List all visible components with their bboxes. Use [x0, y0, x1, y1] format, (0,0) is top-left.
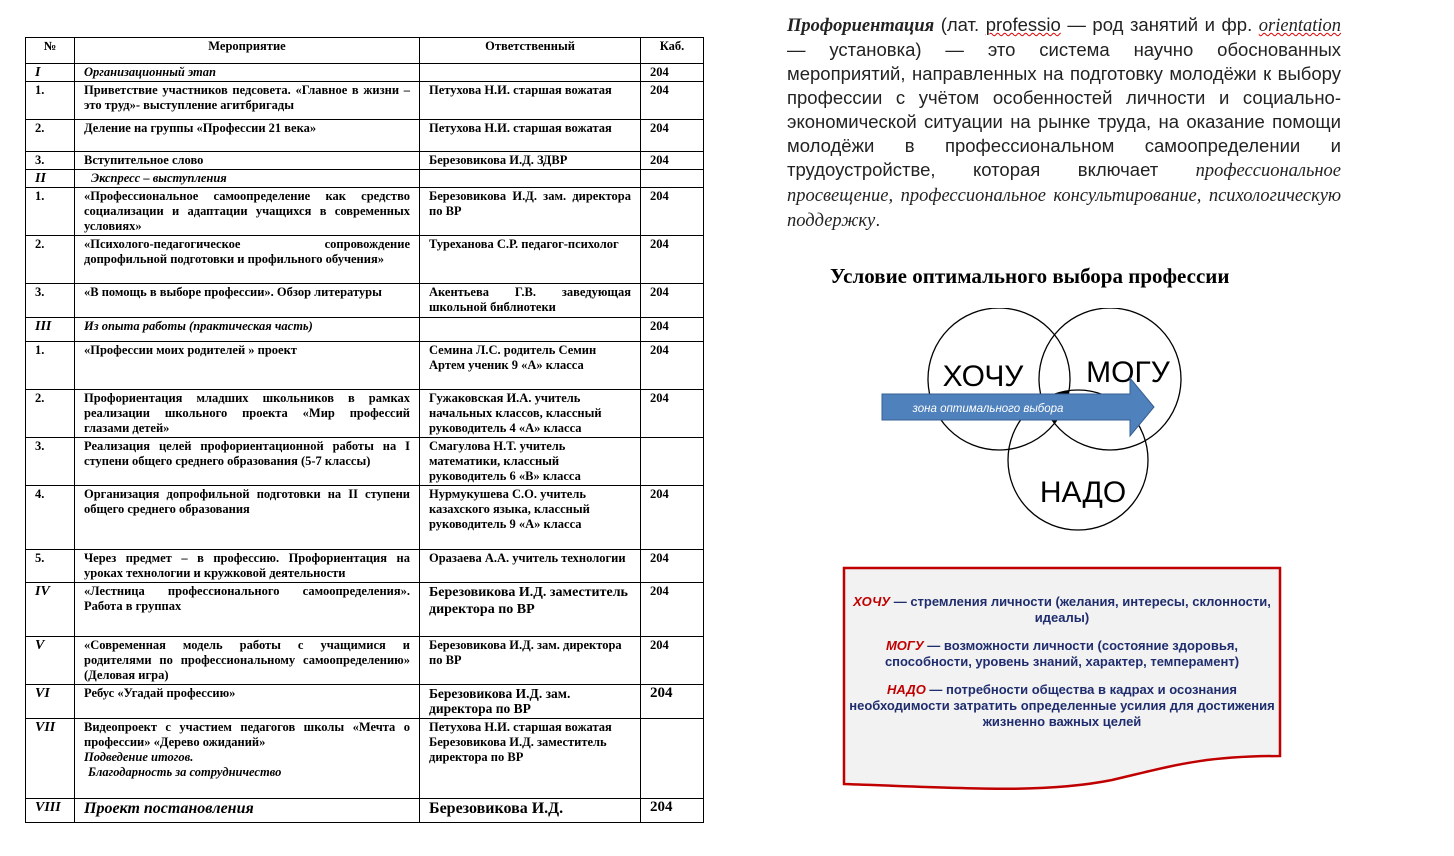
label-want: ХОЧУ	[942, 360, 1024, 393]
definition-term: Профориентация	[787, 16, 935, 36]
table-row	[26, 318, 704, 342]
table-row	[26, 390, 704, 438]
row-room: 204	[641, 637, 704, 685]
row-event-thanks: Благодарность за сотрудничество	[88, 765, 282, 779]
row-number: VII	[26, 719, 75, 799]
row-event: «Современная модель работы с учащимися и родителями по профессиональному самоопределению» (Деловая игра)	[75, 637, 420, 685]
row-responsible: Нурмукушева С.О. учитель казахского языка, классный руководитель 9 «А» класса	[420, 486, 641, 550]
table-row	[26, 284, 704, 318]
row-responsible: Петухова Н.И. старшая вожатая Березовикова И.Д. заместитель директора по ВР	[420, 719, 641, 799]
row-event: Вступительное слово	[75, 152, 420, 170]
table-row	[26, 342, 704, 390]
legend-key-want: ХОЧУ	[853, 594, 891, 609]
row-responsible: Туреханова С.Р. педагог-психолог	[420, 236, 641, 284]
row-number: 3.	[26, 438, 75, 486]
row-number: 4.	[26, 486, 75, 550]
row-event: Экспресс – выступления	[75, 170, 420, 188]
row-responsible: Березовикова И.Д.	[420, 799, 641, 823]
definition-part1: (лат.	[934, 14, 986, 35]
legend-desc-can: — возможности личности (состояние здоровья, способности, уровень знаний, характер, темперамент)	[884, 638, 1240, 669]
row-responsible	[420, 318, 641, 342]
venn-diagram	[878, 308, 1358, 568]
legend-key-must: НАДО	[887, 682, 926, 697]
header-number: №	[26, 38, 75, 64]
row-event: Проект постановления	[75, 799, 420, 823]
table-row	[26, 583, 704, 637]
row-event: Деление на группы «Профессии 21 века»	[75, 120, 420, 152]
row-room: 204	[641, 685, 704, 719]
legend-text	[842, 594, 1282, 742]
legend-desc-must: — потребности общества в кадрах и осознания необходимости затратить определенные усилия для достижения жизненно важных целей	[849, 682, 1275, 729]
condition-title: Условие оптимального выбора профессии	[830, 264, 1230, 288]
table-row	[26, 64, 704, 82]
row-event: Организация допрофильной подготовки на II ступени общего среднего образования	[75, 486, 420, 550]
table-row	[26, 486, 704, 550]
row-event: Видеопроект с участием педагогов школы «Мечта о профессии» «Дерево ожиданий»	[84, 720, 410, 749]
row-responsible: Березовикова И.Д. зам. директора по ВР	[420, 685, 641, 719]
row-number: 2.	[26, 236, 75, 284]
table-row	[26, 82, 704, 120]
legend-key-can: МОГУ	[885, 638, 924, 653]
definition-italic: профессиональное просвещение, профессиональное консультирование, психологическую поддержку	[787, 161, 1341, 231]
row-responsible: Березовикова И.Д. зам. директора по ВР	[420, 637, 641, 685]
row-number: 1.	[26, 342, 75, 390]
row-room	[641, 719, 704, 799]
table-header-row	[26, 38, 704, 64]
label-must: НАДО	[1039, 476, 1127, 509]
row-responsible: Петухова Н.И. старшая вожатая	[420, 82, 641, 120]
right-page	[738, 0, 1454, 856]
row-room: 204	[641, 236, 704, 284]
table-row	[26, 719, 704, 799]
row-number: V	[26, 637, 75, 685]
table-row	[26, 550, 704, 583]
row-responsible: Березовикова И.Д. зам. директора по ВР	[420, 188, 641, 236]
row-responsible: Смагулова Н.Т. учитель математики, классный руководитель 6 «В» класса	[420, 438, 641, 486]
legend-can	[842, 638, 1282, 670]
definition-part3: — установка) — это система научно обоснованных мероприятий, направленных на подготовку молодёжи к выбору профессии с учётом особенностей личности и социально-экономической ситуации на рынке труда, на оказание помощи молодёжи в профессиональном самоопределении и трудоустройстве, которая включает	[787, 39, 1341, 180]
row-event: Приветствие участников педсовета. «Главное в жизни – это труд»- выступление агитбригады	[75, 82, 420, 120]
row-responsible: Семина Л.С. родитель Семин Артем ученик 9 «А» класса	[420, 342, 641, 390]
row-room: 204	[641, 342, 704, 390]
zone-arrow-label: зона оптимального выбора	[912, 403, 1064, 415]
row-responsible: Оразаева А.А. учитель технологии	[420, 550, 641, 583]
row-responsible: Гужаковская И.А. учитель начальных классов, классный руководитель 4 «А» класса	[420, 390, 641, 438]
header-responsible: Ответственный	[420, 38, 641, 64]
row-responsible: Березовикова И.Д. заместитель директора по ВР	[420, 583, 641, 637]
table-row	[26, 120, 704, 152]
row-number: 1.	[26, 188, 75, 236]
row-responsible: Акентьева Г.В. заведующая школьной библиотеки	[420, 284, 641, 318]
table-row	[26, 685, 704, 719]
row-room: 204	[641, 486, 704, 550]
header-event: Мероприятие	[75, 38, 420, 64]
row-room: 204	[641, 188, 704, 236]
row-responsible	[420, 170, 641, 188]
definition-part2: — род занятий и фр.	[1060, 14, 1259, 35]
table-row	[26, 170, 704, 188]
page-gap	[722, 0, 738, 856]
row-number: 2.	[26, 390, 75, 438]
row-room: 204	[641, 583, 704, 637]
row-event: Через предмет – в профессию. Профориентация на уроках технологии и кружковой деятельности	[75, 550, 420, 583]
row-room: 204	[641, 82, 704, 120]
row-event-summary: Подведение итогов.	[84, 750, 194, 764]
row-number: 3.	[26, 284, 75, 318]
legend-desc-want: — стремления личности (желания, интересы, склонности, идеалы)	[890, 594, 1271, 625]
row-number: 3.	[26, 152, 75, 170]
row-number: VIII	[26, 799, 75, 823]
table-row	[26, 799, 704, 823]
row-room: 204	[641, 318, 704, 342]
label-can: МОГУ	[1086, 356, 1170, 389]
row-event: Организационный этап	[75, 64, 420, 82]
row-event: «Профессии моих родителей » проект	[75, 342, 420, 390]
events-table	[25, 37, 704, 823]
row-number: II	[26, 170, 75, 188]
row-event: Ребус «Угадай профессию»	[75, 685, 420, 719]
definition-paragraph	[787, 13, 1341, 233]
table-row	[26, 236, 704, 284]
row-number: I	[26, 64, 75, 82]
definition-latin: professio	[985, 14, 1061, 35]
row-room: 204	[641, 799, 704, 823]
row-event: «В помощь в выборе профессии». Обзор литературы	[75, 284, 420, 318]
definition-french: orientation	[1258, 16, 1342, 36]
header-room: Каб.	[641, 38, 704, 64]
row-number: VI	[26, 685, 75, 719]
definition-end: .	[875, 209, 881, 230]
row-event: Из опыта работы (практическая часть)	[75, 318, 420, 342]
row-responsible: Петухова Н.И. старшая вожатая	[420, 120, 641, 152]
row-event: Реализация целей профориентационной работы на I ступени общего среднего образования (5-7 классы)	[75, 438, 420, 486]
row-number: 2.	[26, 120, 75, 152]
legend-must	[842, 682, 1282, 730]
legend-want	[842, 594, 1282, 626]
table-row	[26, 188, 704, 236]
table-row	[26, 637, 704, 685]
row-number: 1.	[26, 82, 75, 120]
row-event: Профориентация младших школьников в рамках реализации школьного проекта «Мир профессий глазами детей»	[75, 390, 420, 438]
row-room: 204	[641, 390, 704, 438]
table-row	[26, 438, 704, 486]
row-room: 204	[641, 120, 704, 152]
row-room: 204	[641, 152, 704, 170]
row-room: 204	[641, 64, 704, 82]
row-responsible: Березовикова И.Д. ЗДВР	[420, 152, 641, 170]
table-row	[26, 152, 704, 170]
row-event: «Психолого-педагогическое сопровождение допрофильной подготовки и профильного обучения»	[75, 236, 420, 284]
row-room: 204	[641, 284, 704, 318]
row-responsible	[420, 64, 641, 82]
row-number: IV	[26, 583, 75, 637]
legend-box	[842, 566, 1282, 791]
row-room	[641, 438, 704, 486]
row-room: 204	[641, 550, 704, 583]
row-event-cell	[75, 719, 420, 799]
row-number: 5.	[26, 550, 75, 583]
row-number: III	[26, 318, 75, 342]
row-event: «Профессиональное самоопределение как средство социализации и адаптации учащихся в современных условиях»	[75, 188, 420, 236]
left-page	[0, 0, 722, 856]
row-room	[641, 170, 704, 188]
row-event: «Лестница профессионального самоопределения». Работа в группах	[75, 583, 420, 637]
